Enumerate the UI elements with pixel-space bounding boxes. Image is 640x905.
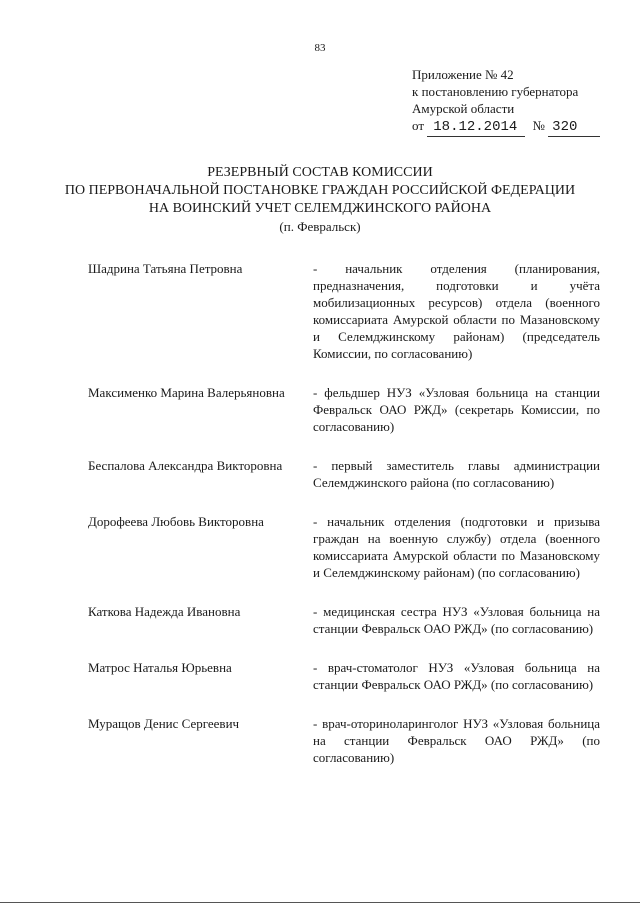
appendix-line-1: Приложение № 42 [412,67,514,82]
member-role: - начальник отделения (подготовки и призыва граждан на военную службу) отдела (военного комиссариата Амурской области по Мазановскому и Селемджинскому районам) (по согласованию) [313,514,600,580]
member-name: Максименко Марина Валерьяновна [88,385,285,400]
member-row [88,603,600,637]
appendix-date-row [412,117,612,137]
member-row [88,260,600,362]
member-row [88,513,600,581]
member-row [88,457,600,491]
member-role: - фельдшер НУЗ «Узловая больница на станции Февральск ОАО РЖД» (секретарь Комиссии, по согласованию) [313,385,600,434]
title-subtitle: (п. Февральск) [279,219,361,234]
members-list [88,260,600,766]
member-role: - начальник отделения (планирования, предназначения, подготовки и учёта мобилизационных ресурсов) отдела (военного комиссариата Амурской области по Мазановскому и Селемджинскому районам) (председатель Комиссии, по согласованию) [313,261,600,361]
decree-date: 18.12.2014 [427,119,525,137]
member-role: - медицинская сестра НУЗ «Узловая больница на станции Февральск ОАО РЖД» (по согласованию) [313,604,600,636]
title-line-2: ПО ПЕРВОНАЧАЛЬНОЙ ПОСТАНОВКЕ ГРАЖДАН РОССИЙСКОЙ ФЕДЕРАЦИИ [64,183,576,198]
appendix-line-3: Амурской области [412,101,515,116]
member-row [88,384,600,435]
member-name: Шадрина Татьяна Петровна [88,261,243,276]
number-prefix: № [532,118,545,133]
page-number: 83 [314,42,326,54]
member-row [88,659,600,693]
date-prefix: от [412,118,425,133]
member-name: Матрос Наталья Юрьевна [88,660,232,675]
member-role: - врач-оториноларинголог НУЗ «Узловая больница на станции Февральск ОАО РЖД» (по согласованию) [313,716,600,765]
document-title [0,164,640,236]
member-name: Муращов Денис Сергеевич [88,716,240,731]
appendix-line-2: к постановлению губернатора [412,84,579,99]
member-role: - первый заместитель главы администрации Селемджинского района (по согласованию) [313,458,600,490]
member-name: Беспалова Александра Викторовна [88,458,283,473]
title-line-3: НА ВОИНСКИЙ УЧЕТ СЕЛЕМДЖИНСКОГО РАЙОНА [148,201,492,216]
member-row [88,715,600,766]
member-role: - врач-стоматолог НУЗ «Узловая больница на станции Февральск ОАО РЖД» (по согласованию) [313,660,600,692]
member-name: Каткова Надежда Ивановна [88,604,241,619]
title-line-1: РЕЗЕРВНЫЙ СОСТАВ КОМИССИИ [207,165,433,180]
scan-edge-rule [0,902,640,903]
appendix-header [412,66,612,137]
member-name: Дорофеева Любовь Викторовна [88,514,264,529]
decree-number: 320 [548,119,600,137]
